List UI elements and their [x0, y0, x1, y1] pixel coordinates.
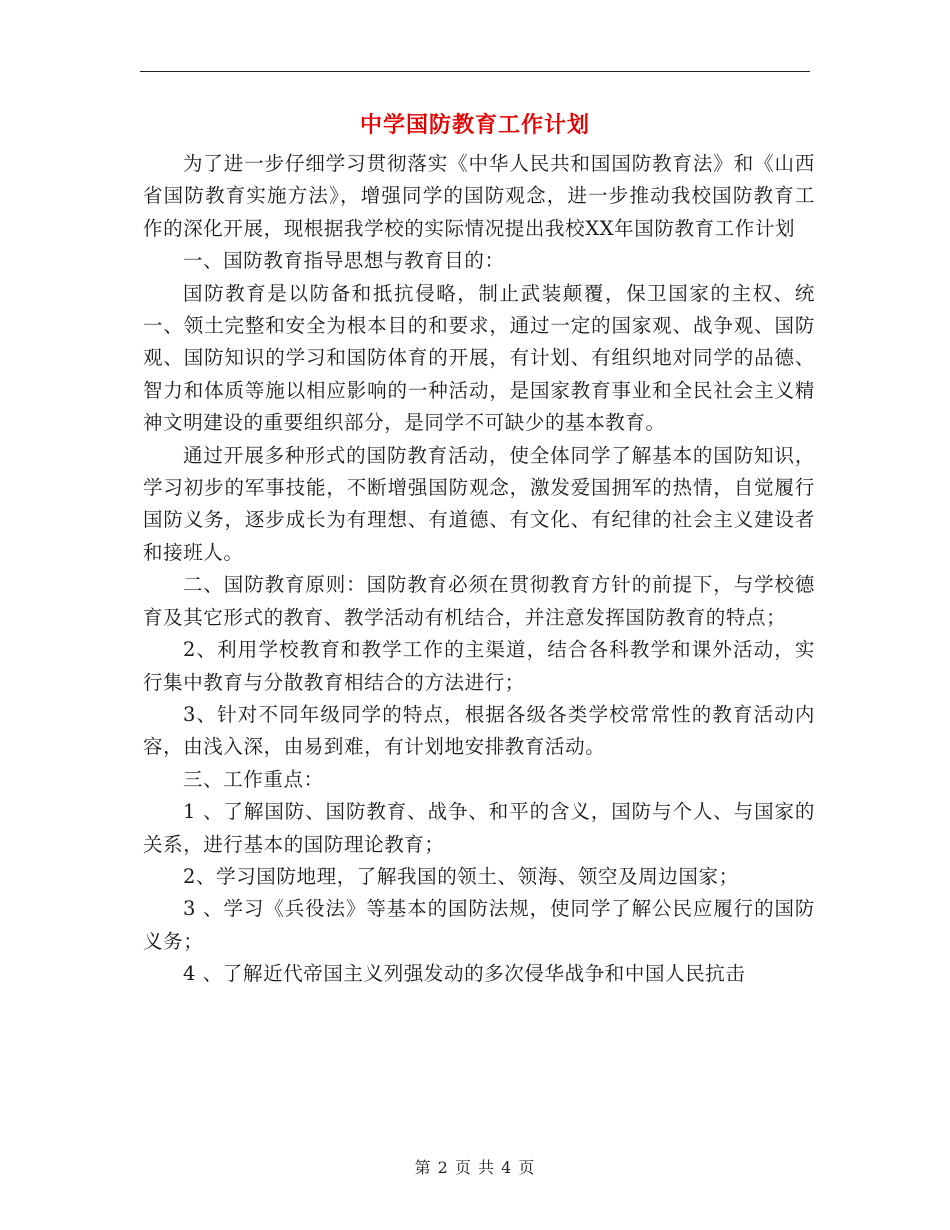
- paragraph: 1 、了解国防、国防教育、战争、和平的含义，国防与个人、与国家的关系，进行基本的国防理论教育；: [143, 800, 815, 856]
- section-heading: 一、国防教育指导思想与教育目的：: [183, 249, 505, 273]
- header-rule: [140, 71, 810, 72]
- paragraph: 2、学习国防地理，了解我国的领土、领海、领空及周边国家；: [183, 864, 739, 888]
- section-heading: 三、工作重点：: [183, 767, 324, 791]
- document-title: 中学国防教育工作计划: [359, 113, 590, 138]
- page-number-footer: 第 2 页 共 4 页: [414, 1158, 536, 1177]
- paragraph: 2、利用学校教育和教学工作的主渠道，结合各科教学和课外活动，实行集中教育与分散教育相结合的方法进行；: [143, 638, 815, 694]
- paragraph: 3、针对不同年级同学的特点，根据各级各类学校常常性的教育活动内容，由浅入深，由易到难，有计划地安排教育活动。: [143, 702, 815, 759]
- paragraph: 通过开展多种形式的国防教育活动，使全体同学了解基本的国防知识，学习初步的军事技能，不断增强国防观念，激发爱国拥军的热情，自觉履行国防义务，逐步成长为有理想、有道德、有文化、有纪律的社会主义建设者和接班人。: [143, 443, 815, 564]
- paragraph: 3 、学习《兵役法》等基本的国防法规，使同学了解公民应履行的国防义务；: [143, 897, 815, 953]
- paragraph: 二、国防教育原则：国防教育必须在贯彻教育方针的前提下，与学校德育及其它形式的教育、教学活动有机结合，并注意发挥国防教育的特点；: [143, 573, 815, 629]
- paragraph: 国防教育是以防备和抵抗侵略，制止武装颠覆，保卫国家的主权、统一、领土完整和安全为根本目的和要求，通过一定的国家观、战争观、国防观、国防知识的学习和国防体育的开展，有计划、有组织地对同学的品德、智力和体质等施以相应影响的一种活动，是国家教育事业和全民社会主义精神文明建设的重要组织部分，是同学不可缺少的基本教育。: [143, 281, 815, 435]
- paragraph: 为了进一步仔细学习贯彻落实《中华人民共和国国防教育法》和《山西省国防教育实施方法》，增强同学的国防观念，进一步推动我校国防教育工作的深化开展，现根据我学校的实际情况提出我校XX年国防教育工作计划: [143, 152, 815, 240]
- paragraph: 4 、了解近代帝国主义列强发动的多次侵华战争和中国人民抗击: [183, 962, 746, 986]
- document-body: [143, 148, 815, 991]
